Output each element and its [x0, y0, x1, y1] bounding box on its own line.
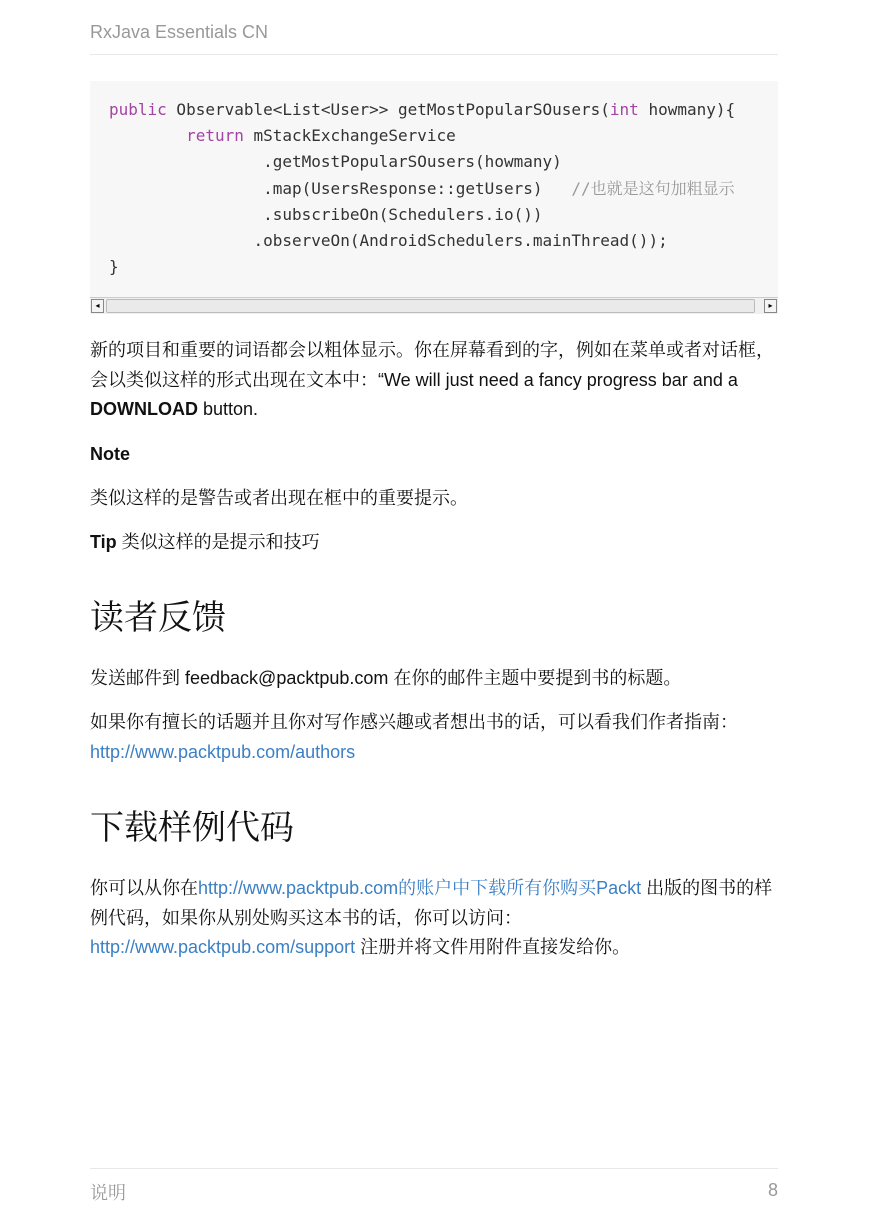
code-line: .observeOn(AndroidSchedulers.mainThread());: [109, 231, 668, 251]
account-link[interactable]: http://www.packtpub.com的账户中下载所有你购买Packt: [198, 878, 642, 898]
code-keyword: return: [186, 126, 244, 146]
book-title: RxJava Essentials CN: [90, 22, 269, 42]
code-line: .subscribeOn(Schedulers.io()): [109, 204, 543, 224]
support-link[interactable]: http://www.packtpub.com/support: [90, 937, 356, 957]
page-number: 8: [767, 1180, 778, 1200]
code-keyword: int: [609, 100, 639, 119]
heading-download: 下载样例代码: [90, 808, 294, 848]
horizontal-scrollbar[interactable]: [90, 297, 778, 314]
page-header: [90, 20, 778, 55]
authors-text: 如果你有擅长的话题并且你对写作感兴趣或者想出书的话，可以看我们作者指南：: [90, 712, 738, 732]
page-footer: [90, 1168, 778, 1208]
tip-text: 类似这样的是提示和技巧: [116, 532, 320, 552]
download-text-end: 注册并将文件用附件直接发给你。: [355, 937, 631, 957]
download-paragraph: [90, 874, 778, 963]
tip-label: Tip: [90, 532, 117, 552]
code-text: [109, 97, 735, 280]
code-block: [90, 81, 778, 298]
conventions-text-end: button.: [197, 399, 259, 419]
conventions-text: 新的项目和重要的词语都会以粗体显示。你在屏幕看到的字，例如在菜单或者对话框，会以类似这样的形式出现在文本中：“We will just need a fancy progress bar and a: [90, 340, 774, 390]
section-name: 说明: [90, 1183, 126, 1204]
download-text-mid: 出版的图书的样例代码，如果你从别处购买这本书的话，你可以访问：: [90, 878, 773, 928]
code-indent: [109, 126, 186, 145]
authors-link[interactable]: http://www.packtpub.com/authors: [90, 741, 356, 762]
note-label: [90, 440, 778, 470]
code-comment: //也就是这句加粗显示: [571, 178, 735, 198]
code-line: .getMostPopularSOusers(howmany): [109, 152, 562, 172]
code-segment: howmany){: [638, 100, 736, 119]
heading-feedback: 读者反馈: [90, 598, 226, 638]
note-heading: Note: [90, 444, 130, 464]
conventions-paragraph: [90, 336, 778, 425]
scrollbar-thumb[interactable]: [106, 299, 755, 313]
code-line: }: [109, 257, 119, 277]
scroll-left-icon[interactable]: ◂: [91, 299, 104, 313]
code-keyword: public: [109, 100, 167, 119]
download-text: 你可以从你在: [90, 878, 198, 898]
tip-paragraph: [90, 528, 778, 558]
authors-paragraph: [90, 708, 778, 767]
code-segment: mStackExchangeService: [243, 126, 456, 146]
bold-download: DOWNLOAD: [90, 399, 198, 419]
scroll-right-icon[interactable]: ▸: [764, 299, 777, 313]
feedback-paragraph: 发送邮件到 feedback@packtpub.com 在你的邮件主题中要提到书的标题。: [90, 668, 682, 688]
note-text: 类似这样的是警告或者出现在框中的重要提示。: [90, 488, 468, 508]
code-segment: Observable<List<User>> getMostPopularSOusers(: [166, 100, 610, 119]
code-line: .map(UsersResponse::getUsers): [109, 178, 572, 198]
